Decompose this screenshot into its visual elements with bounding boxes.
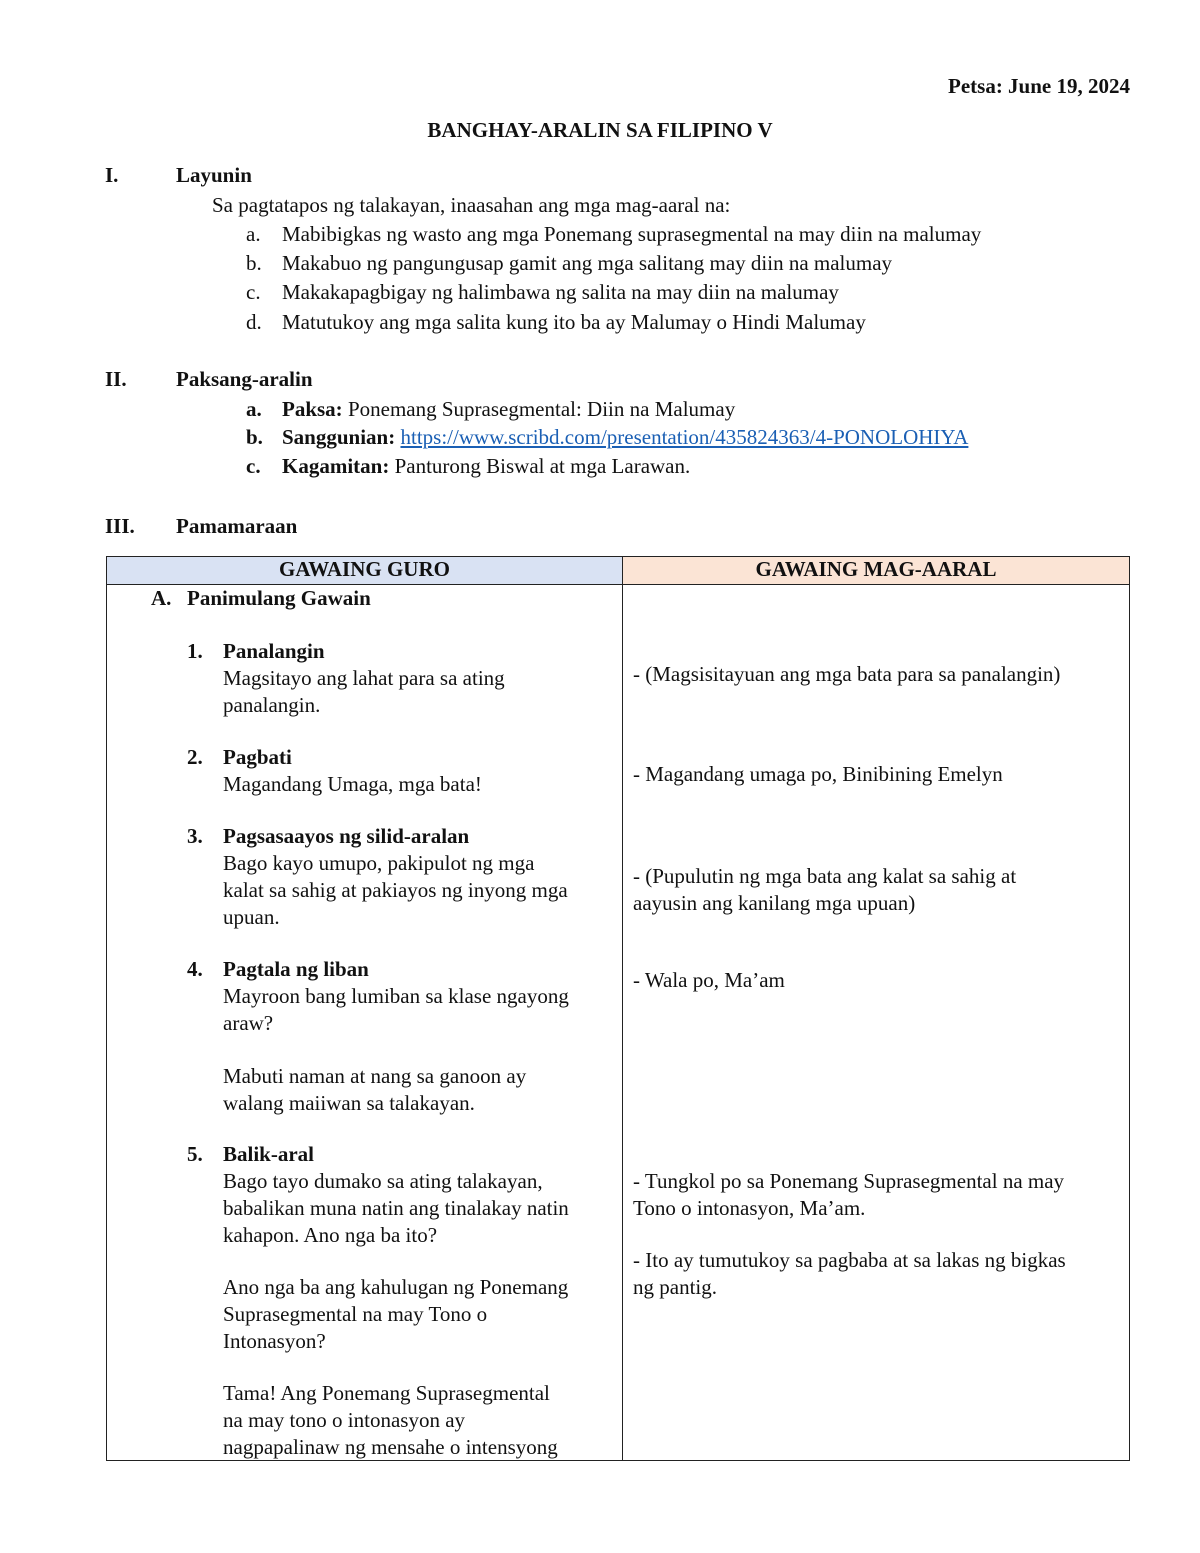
student-response: - (Pupulutin ng mga bata ang kalat sa sahig at [633, 864, 1017, 888]
step-number: 5. [187, 1142, 203, 1166]
reference-label: Sanggunian: [282, 425, 396, 449]
reference-line [282, 425, 968, 450]
student-response: Tono o intonasyon, Ma’am. [633, 1196, 866, 1220]
step-text: Magsitayo ang lahat para sa ating [223, 666, 505, 690]
objectives-intro: Sa pagtatapos ng talakayan, inaasahan ang mga mag-aaral na: [212, 193, 731, 217]
objective-marker: b. [246, 251, 262, 275]
subject-marker: a. [246, 397, 262, 421]
page-title: BANGHAY-ARALIN SA FILIPINO V [427, 118, 773, 142]
step-text: Intonasyon? [223, 1329, 326, 1353]
objective-item: Makakapagbigay ng halimbawa ng salita na may diin na malumay [282, 280, 839, 304]
step-text: walang maiiwan sa talakayan. [223, 1091, 475, 1115]
step-title: Pagtala ng liban [223, 957, 369, 981]
header-student-activity: GAWAING MAG-AARAL [623, 557, 1130, 585]
step-text: nagpapalinaw ng mensahe o intensyong [223, 1435, 558, 1459]
objective-marker: a. [246, 222, 261, 246]
section-3-title: Pamamaraan [176, 514, 298, 538]
step-title: Panalangin [223, 639, 325, 663]
step-text: na may tono o intonasyon ay [223, 1408, 466, 1432]
step-text: Magandang Umaga, mga bata! [223, 772, 482, 796]
student-response: ng pantig. [633, 1275, 717, 1299]
section-2-number: II. [105, 367, 127, 391]
materials-value: Panturong Biswal at mga Larawan. [394, 454, 691, 478]
objective-marker: c. [246, 280, 261, 304]
objective-item: Matutukoy ang mga salita kung ito ba ay Malumay o Hindi Malumay [282, 310, 866, 334]
header-teacher-activity: GAWAING GURO [107, 557, 623, 585]
part-marker: A. [151, 586, 172, 610]
step-text: Bago tayo dumako sa ating talakayan, [223, 1169, 543, 1193]
step-number: 4. [187, 957, 203, 981]
teacher-column [107, 585, 623, 1461]
step-number: 1. [187, 639, 203, 663]
reference-link[interactable]: https://www.scribd.com/presentation/435824363/4-PONOLOHIYA [400, 425, 969, 449]
section-2-title: Paksang-aralin [176, 367, 313, 391]
objective-item: Makabuo ng pangungusap gamit ang mga salitang may diin na malumay [282, 251, 893, 275]
step-text: Tama! Ang Ponemang Suprasegmental [223, 1381, 550, 1405]
procedure-table [106, 556, 1130, 1461]
step-title: Pagsasaayos ng silid-aralan [223, 824, 470, 848]
materials-label: Kagamitan: [282, 454, 390, 478]
date: Petsa: June 19, 2024 [948, 74, 1130, 98]
step-text: Mayroon bang lumiban sa klase ngayong [223, 984, 569, 1008]
step-text: babalikan muna natin ang tinalakay natin [223, 1196, 569, 1220]
subject-line [282, 397, 735, 422]
section-3-number: III. [105, 514, 135, 538]
subject-value: Ponemang Suprasegmental: Diin na Malumay [347, 397, 736, 421]
step-text: Bago kayo umupo, pakipulot ng mga [223, 851, 535, 875]
student-response: - Tungkol po sa Ponemang Suprasegmental na may [633, 1169, 1065, 1193]
student-response: - Wala po, Ma’am [633, 968, 785, 992]
step-text: kahapon. Ano nga ba ito? [223, 1223, 438, 1247]
objective-item: Mabibigkas ng wasto ang mga Ponemang suprasegmental na may diin na malumay [282, 222, 982, 246]
materials-line [282, 454, 690, 479]
step-text: Suprasegmental na may Tono o [223, 1302, 488, 1326]
student-response: - (Magsisitayuan ang mga bata para sa panalangin) [633, 662, 1061, 686]
step-text: araw? [223, 1011, 274, 1035]
part-title: Panimulang Gawain [187, 586, 371, 610]
student-column [623, 585, 1130, 1461]
step-text: upuan. [223, 905, 280, 929]
step-title: Balik-aral [223, 1142, 315, 1166]
objective-marker: d. [246, 310, 262, 334]
step-text: Ano nga ba ang kahulugan ng Ponemang [223, 1275, 569, 1299]
step-number: 2. [187, 745, 203, 769]
reference-marker: b. [246, 425, 263, 449]
step-number: 3. [187, 824, 203, 848]
student-response: aayusin ang kanilang mga upuan) [633, 891, 916, 915]
step-text: panalangin. [223, 693, 321, 717]
section-1-title: Layunin [176, 163, 252, 187]
step-text: Mabuti naman at nang sa ganoon ay [223, 1064, 527, 1088]
subject-label: Paksa: [282, 397, 343, 421]
step-title: Pagbati [223, 745, 292, 769]
section-1-number: I. [105, 163, 119, 187]
step-text: kalat sa sahig at pakiayos ng inyong mga [223, 878, 568, 902]
student-response: - Magandang umaga po, Binibining Emelyn [633, 762, 1003, 786]
materials-marker: c. [246, 454, 261, 478]
student-response: - Ito ay tumutukoy sa pagbaba at sa lakas ng bigkas [633, 1248, 1066, 1272]
